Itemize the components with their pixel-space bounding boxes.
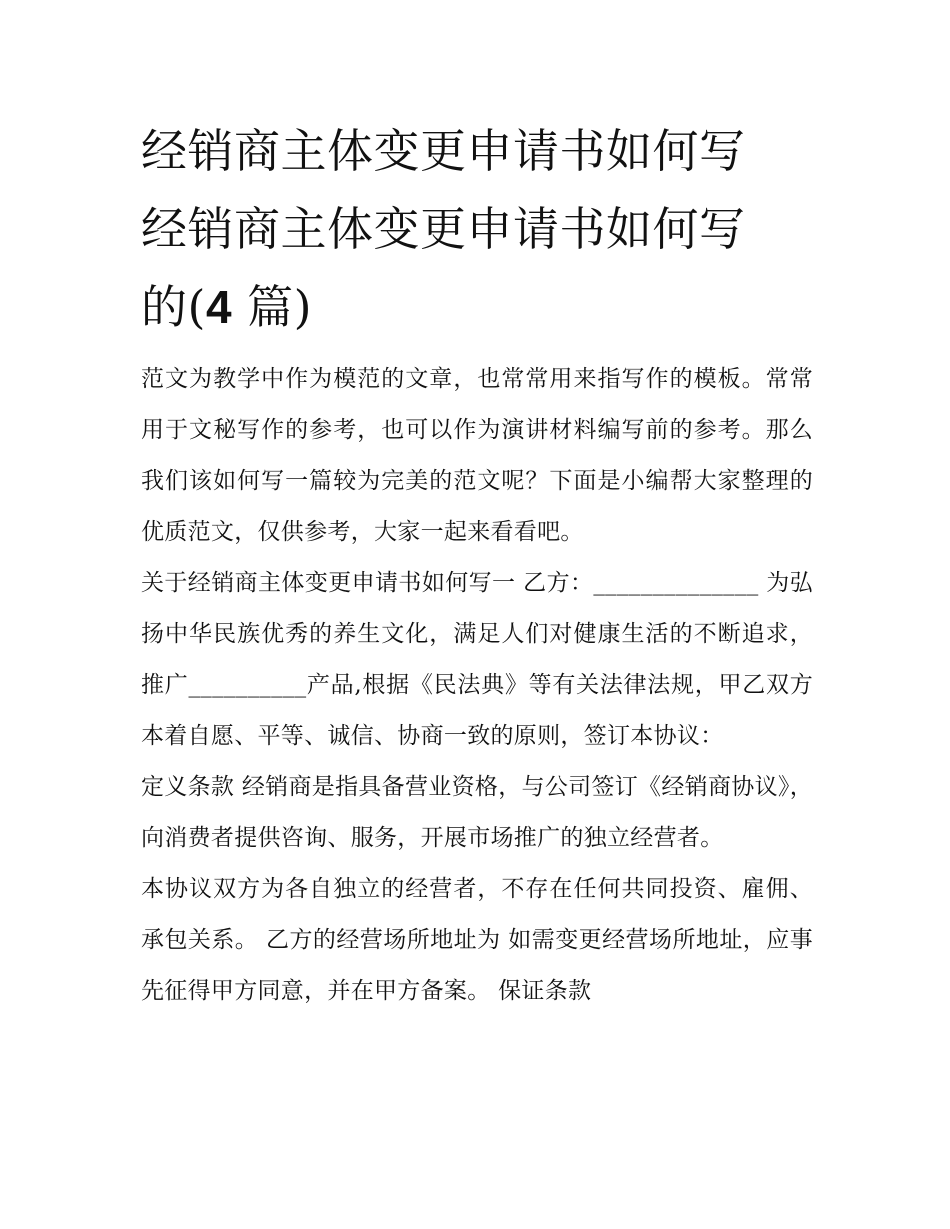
document-content [141,112,813,1017]
title-line-3b: 篇) [232,280,313,334]
title-line-3a: 的( [141,280,206,334]
independence-clause-paragraph: 本协议双方为各自独立的经营者，不存在任何共同投资、雇佣、承包关系。 乙方的经营场所地址为 如需变更经营场所地址，应事先征得甲方同意，并在甲方备案。 保证条款 [141,876,813,1004]
title-line-1: 经销商主体变更申请书如何写 [141,124,746,178]
document-title [141,112,813,346]
definition-clause-paragraph: 定义条款 经销商是指具备营业资格，与公司签订《经销商协议》，向消费者提供咨询、服务，开展市场推广的独立经营者。 [141,774,813,851]
title-line-2: 经销商主体变更申请书如何写 [141,202,746,256]
title-article-count: 4 [205,281,233,333]
intro-paragraph: 范文为教学中作为模范的文章，也常常用来指写作的模板。常常用于文秘写作的参考，也可以作为演讲材料编写前的参考。那么我们该如何写一篇较为完美的范文呢？下面是小编帮大家整理的优质范文，仅供参考，大家一起来看看吧。 [141,366,813,545]
agreement-preamble-paragraph: 关于经销商主体变更申请书如何写一 乙方：______________ 为弘扬中华民族优秀的养生文化，满足人们对健康生活的不断追求，推广__________产品,根据《民法典》等有关法律法规，甲乙双方本着自愿、平等、诚信、协商一致的原则，签订本协议： [141,570,813,749]
